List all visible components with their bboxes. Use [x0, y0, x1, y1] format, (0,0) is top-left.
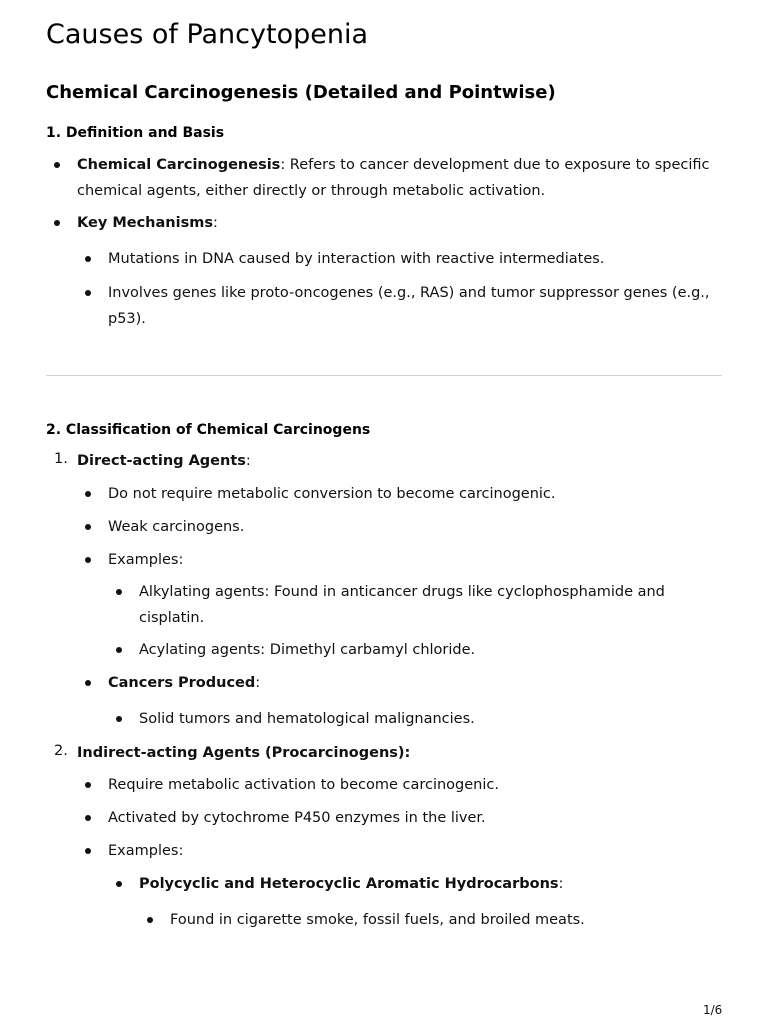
list-item-hydrocarbons — [139, 874, 563, 894]
bullet-marker — [85, 848, 91, 854]
bullet-marker — [54, 162, 60, 168]
bullet-marker — [85, 680, 91, 686]
list-item-indirect-acting — [77, 743, 410, 763]
bullet-marker — [85, 491, 91, 497]
list-item: Alkylating agents: Found in anticancer drugs like cyclophosphamide and — [139, 584, 665, 600]
list-item-cont: cisplatin. — [139, 610, 205, 626]
bullet-marker — [54, 220, 60, 226]
list-item-mechanisms — [77, 213, 218, 233]
term-label: Indirect-acting Agents (Procarcinogens): — [77, 745, 411, 761]
term-text: : Refers to cancer development due to exposure to specific — [280, 157, 710, 173]
list-item-cancers-produced — [108, 673, 260, 693]
bullet-marker — [85, 557, 91, 563]
bullet-marker — [116, 881, 122, 887]
list-item: Weak carcinogens. — [108, 519, 245, 535]
list-item-definition-cont: chemical agents, either directly or through metabolic activation. — [77, 183, 546, 199]
list-number: 2. — [54, 743, 68, 759]
bullet-marker — [85, 815, 91, 821]
term-colon: : — [255, 675, 261, 691]
bullet-marker — [147, 917, 153, 923]
list-item: Activated by cytochrome P450 enzymes in the liver. — [108, 810, 486, 826]
term-label: Direct-acting Agents — [77, 453, 246, 469]
list-item: Examples: — [108, 843, 184, 859]
bullet-marker — [116, 589, 122, 595]
list-item-cont: p53). — [108, 311, 146, 327]
bullet-marker — [116, 647, 122, 653]
bullet-marker — [85, 256, 91, 262]
term-colon: : — [558, 876, 564, 892]
section-heading-classification: 2. Classification of Chemical Carcinogens — [46, 422, 371, 438]
document-subtitle: Chemical Carcinogenesis (Detailed and Pointwise) — [46, 82, 556, 103]
term-label: Key Mechanisms — [77, 215, 213, 231]
term-label: Cancers Produced — [108, 675, 256, 691]
list-number: 1. — [54, 451, 68, 467]
list-item-direct-acting — [77, 451, 251, 471]
term-colon: : — [245, 453, 251, 469]
bullet-marker — [85, 782, 91, 788]
list-item: Involves genes like proto-oncogenes (e.g., RAS) and tumor suppressor genes (e.g., — [108, 285, 710, 301]
list-item: Require metabolic activation to become carcinogenic. — [108, 777, 499, 793]
list-item: Acylating agents: Dimethyl carbamyl chloride. — [139, 642, 476, 658]
section-divider — [46, 375, 722, 376]
bullet-marker — [116, 716, 122, 722]
list-item: Mutations in DNA caused by interaction with reactive intermediates. — [108, 251, 605, 267]
list-item-definition — [77, 155, 710, 175]
term-label: Chemical Carcinogenesis — [77, 157, 281, 173]
list-item: Found in cigarette smoke, fossil fuels, and broiled meats. — [170, 912, 585, 928]
page-number: 1/6 — [703, 1003, 723, 1017]
document-title: Causes of Pancytopenia — [46, 19, 369, 50]
list-item: Examples: — [108, 552, 184, 568]
bullet-marker — [85, 290, 91, 296]
list-item: Do not require metabolic conversion to become carcinogenic. — [108, 486, 556, 502]
term-colon: : — [212, 215, 218, 231]
bullet-marker — [85, 524, 91, 530]
term-label: Polycyclic and Heterocyclic Aromatic Hydrocarbons — [139, 876, 559, 892]
list-item: Solid tumors and hematological malignancies. — [139, 711, 475, 727]
section-heading-definition: 1. Definition and Basis — [46, 125, 225, 141]
